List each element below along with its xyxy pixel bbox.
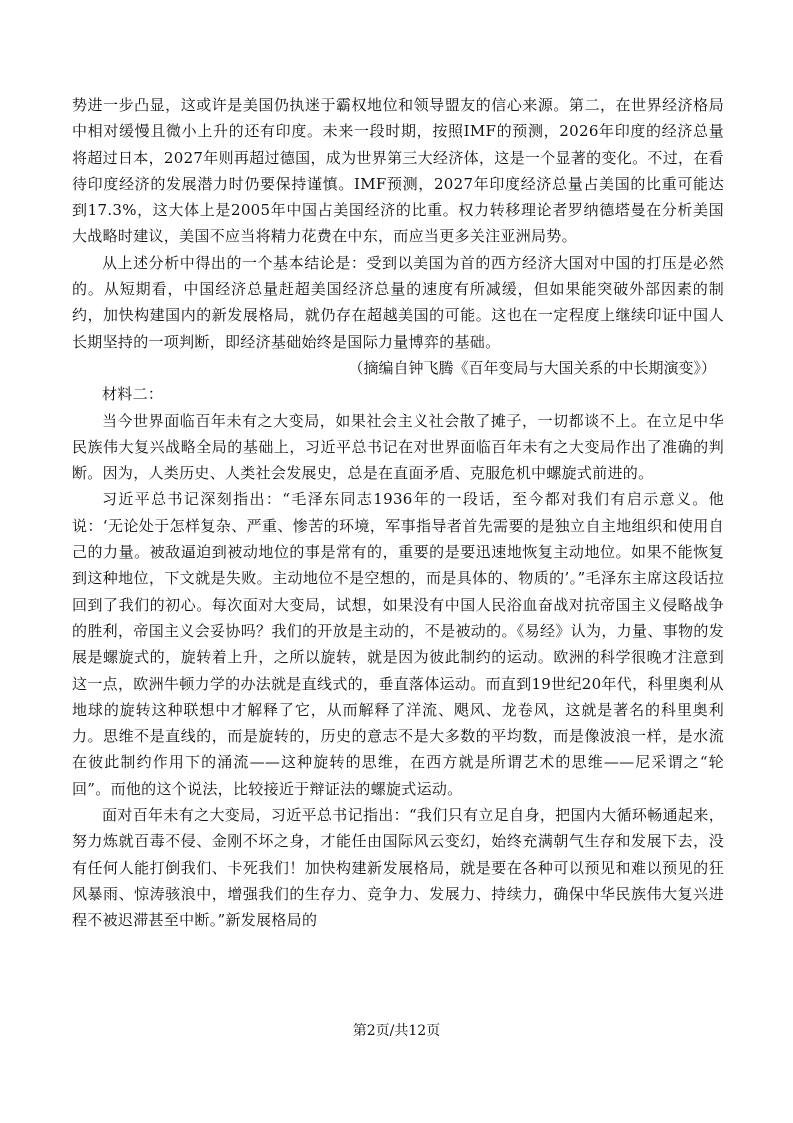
paragraph-1: 势进一步凸显，这或许是美国仍执迷于霸权地位和领导盟友的信心来源。第二，在世界经济格局中相对缓慢且微小上升的还有印度。未来一段时期，按照IMF的预测，2026年印度的经济总量将超过日本，2027年则再超过德国，成为世界第三大经济体，这是一个显著的变化。不过，在看待印度经济的发展潜力时仍要保持谨慎。IMF预测，2027年印度经济总量占美国的比重可能达到17.3%，这大体上是2005年中国占美国经济的比重。权力转移理论者罗纳德塔曼在分析美国大战略时建议，美国不应当将精力花费在中东，而应当更多关注亚洲局势。 [72,96,724,246]
paragraph-2: 从上述分析中得出的一个基本结论是：受到以美国为首的西方经济大国对中国的打压是必然的。从短期看，中国经济总量赶超美国经济总量的速度有所减缓，但如果能突破外部因素的制约，加快构建国内的新发展格局，就仍存在超越美国的可能。这也在一定程度上继续印证中国人长期坚持的一项判断，即经济基础始终是国际力量博弈的基础。 [72,253,724,351]
paragraph-3: 当今世界面临百年未有之大变局，如果社会主义社会散了摊子，一切都谈不上。在立足中华民族伟大复兴战略全局的基础上，习近平总书记在对世界面临百年未有之大变局作出了准确的判断。因为，人类历史、人类社会发展史，总是在直面矛盾、克服危机中螺旋式前进的。 [72,411,724,483]
paragraph-5: 面对百年未有之大变局，习近平总书记指出：“我们只有立足自身，把国内大循环畅通起来，努力炼就百毒不侵、金刚不坏之身，才能任由国际风云变幻，始终充满朝气生存和发展下去，没有任何人能打倒我们、卡死我们！加快构建新发展格局，就是要在各种可以预见和难以预见的狂风暴雨、惊涛骇浪中，增强我们的生存力、竞争力、发展力、持续力，确保中华民族伟大复兴进程不被迟滞甚至中断。”新发展格局的 [72,806,724,930]
paragraph-4: 习近平总书记深刻指出：“毛泽东同志1936年的一段话，至今都对我们有启示意义。他说：‘无论处于怎样复杂、严重、惨苦的环境，军事指导者首先需要的是独立自主地组织和使用自己的力量。被敌逼迫到被动地位的事是常有的，重要的是要迅速地恢复主动地位。如果不能恢复到这种地位，下文就是失败。主动地位不是空想的，而是具体的、物质的’。”毛泽东主席这段话拉回到了我们的初心。每次面对大变局，试想，如果没有中国人民浴血奋战对抗帝国主义侵略战争的胜利，帝国主义会妥协吗？我们的开放是主动的，不是被动的。《易经》认为，力量、事物的发展是螺旋式的，旋转着上升，之所以旋转，就是因为彼此制约的运动。欧洲的科学很晚才注意到这一点，欧洲牛顿力学的办法就是直线式的，垂直落体运动。而直到19世纪20年代，科里奥利从地球的旋转这种联想中才解释了它，从而解释了洋流、飓风、龙卷风，这就是著名的科里奥利力。思维不是直线的，而是旋转的，历史的意志不是大多数的平均数，而是像波浪一样，是水流在彼此制约作用下的涌流——这种旋转的思维，在西方就是所谓艺术的思维——尼采谓之“轮回”。而他的这个说法，比较接近于辩证法的螺旋式运动。 [72,490,724,798]
document-page [72,92,724,934]
source-citation: （摘编自钟飞腾《百年变局与大国关系的中长期演变》） [348,358,716,377]
page-footer: 第2页/共12页 [352,1023,441,1039]
material-heading: 材料二： [102,385,164,404]
